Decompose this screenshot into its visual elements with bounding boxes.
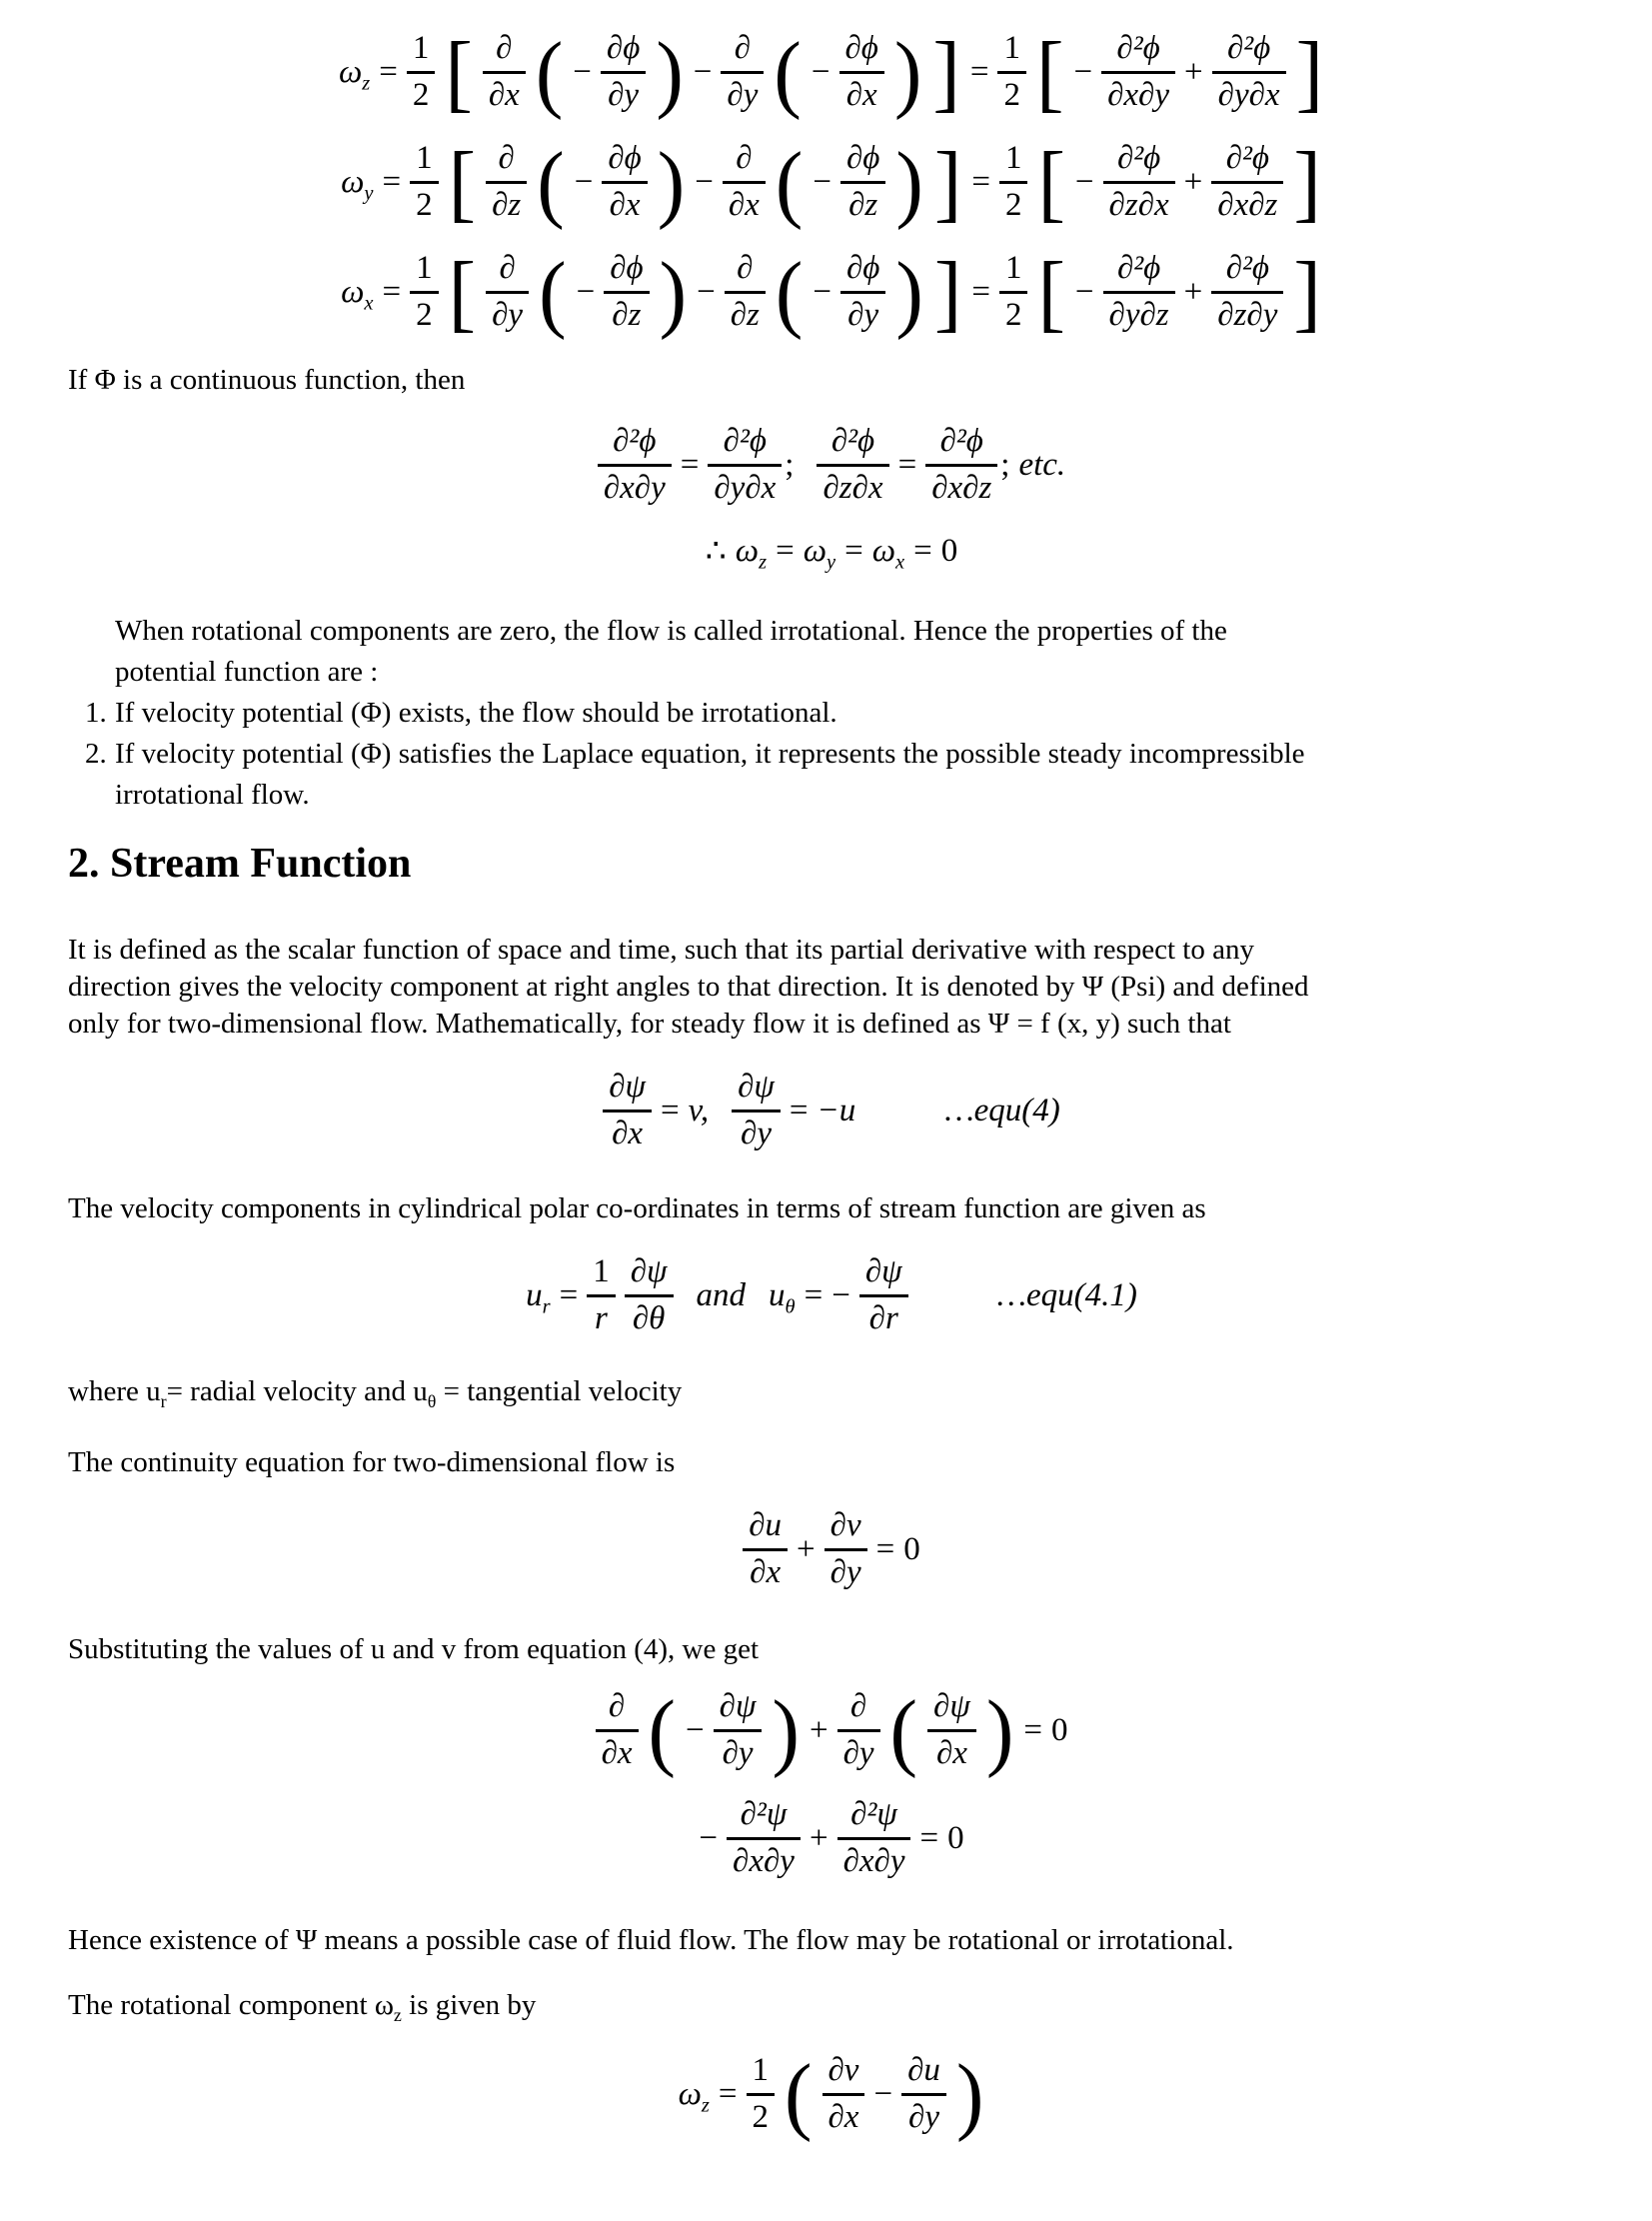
second-partial-fraction: [1211, 140, 1283, 224]
z-subscript: z: [393, 2004, 402, 2025]
left-bracket: [: [445, 23, 473, 121]
fraction-denominator: ∂z: [612, 297, 642, 333]
fraction-numerator: 1: [410, 250, 439, 294]
minus-sign: −: [573, 53, 592, 90]
fraction-denominator: ∂x: [728, 187, 760, 223]
conclusion-equation: [68, 531, 1595, 574]
paragraph-line: If velocity potential (Φ) exists, the flow should be irrotational.: [115, 697, 837, 729]
equals-sign: =: [971, 273, 990, 310]
second-partial-fraction: [1103, 140, 1175, 224]
fraction-numerator: ∂²ψ: [727, 1796, 801, 1840]
psi-fraction: [732, 1069, 781, 1152]
u-subscript: r: [542, 1295, 551, 1318]
plus-sign: +: [809, 1819, 828, 1856]
equals-sign: =: [789, 1092, 809, 1128]
omega-letter: ω: [735, 532, 760, 569]
fraction-numerator: ∂²ϕ: [1211, 140, 1283, 184]
fraction-denominator: ∂x∂y: [1107, 77, 1170, 113]
minus-sign: −: [693, 53, 713, 90]
second-partial-fraction: [1103, 250, 1175, 334]
list-item-text: [115, 734, 1305, 816]
minus-sign: −: [686, 1711, 705, 1748]
partial-operator-fraction: [721, 30, 764, 114]
continuity-equation: [68, 1507, 1595, 1591]
omega-letter: ω: [803, 532, 826, 569]
fraction-numerator: ∂ϕ: [840, 250, 885, 294]
left-paren: (: [889, 1681, 918, 1779]
omega-letter: ω: [871, 532, 896, 569]
right-paren: ): [895, 133, 923, 231]
plus-sign: +: [1184, 53, 1203, 90]
hence-paragraph: Hence existence of Ψ means a possible case of fluid flow. The flow may be rotational or irrotational.: [68, 1924, 1234, 1956]
text-part: The rotational component ω: [68, 1989, 394, 2021]
one-half-fraction: [410, 140, 439, 224]
fraction-numerator: 1: [587, 1253, 616, 1297]
u-letter: u: [526, 1276, 543, 1313]
minus-sign: −: [576, 273, 596, 310]
fraction-denominator: ∂x∂z: [931, 470, 992, 506]
fraction-denominator: ∂r: [868, 1300, 898, 1336]
fraction-numerator: ∂²ϕ: [1103, 140, 1175, 184]
semicolon: ;: [785, 446, 795, 483]
fraction-denominator: ∂x∂y: [733, 1843, 795, 1879]
fraction-numerator: ∂ϕ: [840, 140, 885, 184]
fraction-denominator: ∂y∂x: [714, 470, 777, 506]
dv-dy-fraction: [825, 1507, 867, 1591]
one-half-fraction: [747, 2052, 776, 2136]
substitution-equation-1: [68, 1681, 1595, 1779]
minus-sign: −: [1074, 273, 1094, 310]
fraction-numerator: ∂²ϕ: [708, 423, 782, 467]
section-heading: 2. Stream Function: [68, 841, 412, 887]
equals-sign: =: [680, 446, 700, 483]
minus-sign: −: [697, 273, 716, 310]
second-partial-fraction: [1212, 30, 1286, 114]
equals-sign: =: [844, 532, 863, 569]
fraction-denominator: ∂y: [741, 1115, 772, 1151]
left-paren: (: [539, 243, 567, 341]
fraction-numerator: 1: [999, 250, 1028, 294]
psi-theta-fraction: [625, 1253, 674, 1337]
left-paren: (: [648, 1681, 677, 1779]
partial-operator-fraction: [837, 1688, 880, 1772]
second-partial-psi-fraction: [837, 1796, 911, 1880]
partial-operator-fraction: [483, 30, 526, 114]
cylindrical-paragraph: The velocity components in cylindrical polar co-ordinates in terms of stream function are given as: [68, 1192, 1206, 1224]
substitution-equation-2: [68, 1796, 1595, 1880]
fraction-denominator: ∂x: [612, 1115, 644, 1151]
fraction-denominator: 2: [1004, 297, 1022, 333]
minus-sign: −: [574, 163, 594, 200]
equals-sign: =: [971, 163, 990, 200]
equals-sign: =: [718, 2075, 738, 2112]
left-paren: (: [785, 2045, 813, 2143]
fraction-numerator: ∂: [721, 30, 764, 74]
fraction-numerator: ∂: [483, 30, 526, 74]
mixed-partials-equation: [68, 423, 1595, 507]
fraction-numerator: ∂u: [743, 1507, 788, 1551]
fraction-denominator: ∂z∂x: [1108, 187, 1169, 223]
omega-x-symbol: [341, 273, 374, 315]
fraction-numerator: ∂: [725, 250, 766, 294]
fraction-numerator: ∂ϕ: [601, 30, 646, 74]
fraction-denominator: 2: [752, 2099, 770, 2135]
du-dy-fraction: [901, 2052, 946, 2136]
fraction-denominator: ∂y: [829, 1554, 861, 1590]
right-paren: ): [656, 23, 684, 121]
zero-value: 0: [947, 1819, 964, 1856]
plus-sign: +: [1183, 273, 1203, 310]
minus-sign: −: [813, 163, 831, 200]
omega-subscript: y: [826, 551, 836, 574]
fraction-denominator: 2: [416, 187, 433, 223]
phi-fraction: [601, 30, 646, 114]
omega-y-symbol: [803, 532, 836, 574]
fraction-numerator: 1: [747, 2052, 776, 2096]
paragraph-line: only for two-dimensional flow. Mathematically, for steady flow it is defined as Ψ = f (x, y) such that: [68, 1008, 1231, 1040]
fraction-denominator: ∂y: [908, 2099, 939, 2135]
omega-z-symbol: [338, 53, 371, 95]
fraction-denominator: ∂x: [845, 77, 877, 113]
fraction-numerator: ∂: [837, 1688, 880, 1732]
second-partial-fraction: [708, 423, 782, 507]
fraction-denominator: ∂x∂y: [842, 1843, 905, 1879]
u-r-symbol: [526, 1276, 551, 1318]
fraction-numerator: ∂ψ: [927, 1688, 976, 1732]
r-subscript: r: [160, 1390, 167, 1411]
fraction-numerator: ∂²ϕ: [1101, 30, 1175, 74]
partial-operator-fraction: [486, 140, 527, 224]
equals-sign: =: [379, 53, 398, 90]
fraction-denominator: ∂z∂y: [1217, 297, 1278, 333]
minus-sign: −: [873, 2075, 893, 2112]
text-part: = radial velocity and u: [166, 1375, 428, 1407]
fraction-numerator: 1: [999, 140, 1028, 184]
fraction-denominator: 2: [1003, 77, 1020, 113]
fraction-numerator: ∂ϕ: [604, 250, 649, 294]
phi-fraction: [839, 30, 884, 114]
plus-sign: +: [1183, 163, 1203, 200]
left-paren: (: [535, 23, 564, 121]
omega-subscript: x: [895, 551, 905, 574]
omega-z-symbol: [735, 532, 768, 574]
left-bracket: [: [448, 133, 477, 231]
fraction-denominator: ∂y: [727, 77, 759, 113]
omega-letter: ω: [678, 2075, 702, 2112]
equals-sign: =: [382, 163, 402, 200]
fraction-denominator: ∂θ: [632, 1300, 666, 1336]
omega-subscript: z: [362, 72, 371, 95]
fraction-numerator: ∂ψ: [859, 1253, 908, 1297]
right-paren: ): [955, 2045, 984, 2143]
plus-sign: +: [809, 1711, 828, 1748]
right-bracket: ]: [1295, 23, 1324, 121]
fraction-numerator: ∂v: [825, 1507, 867, 1551]
right-bracket: ]: [933, 133, 962, 231]
fraction-denominator: 2: [1004, 187, 1022, 223]
phi-fraction: [840, 250, 885, 334]
omega-subscript: y: [364, 182, 374, 205]
right-bracket: ]: [1293, 133, 1321, 231]
omega-y-symbol: [341, 163, 374, 205]
right-paren: ): [772, 1681, 800, 1779]
fraction-denominator: ∂z: [492, 187, 522, 223]
psi-fraction: [927, 1688, 976, 1772]
fraction-denominator: ∂x: [750, 1554, 782, 1590]
omega-z-symbol: [678, 2075, 710, 2117]
dv-dx-fraction: [823, 2052, 865, 2136]
plus-sign: +: [797, 1530, 816, 1567]
omega-subscript: x: [364, 292, 374, 315]
fraction-numerator: 1: [997, 30, 1026, 74]
omega-y-equation: [68, 133, 1595, 231]
text-part: = tangential velocity: [436, 1375, 683, 1407]
fraction-numerator: ∂ψ: [625, 1253, 674, 1297]
fraction-numerator: 1: [407, 30, 436, 74]
fraction-denominator: ∂y: [492, 297, 524, 333]
equals-sign: =: [897, 446, 917, 483]
minus-sign: −: [811, 53, 830, 90]
text-part: is given by: [401, 1989, 537, 2021]
fraction-denominator: 2: [416, 297, 433, 333]
fraction-numerator: ∂²ϕ: [1211, 250, 1283, 294]
fraction-denominator: r: [595, 1300, 608, 1336]
fraction-denominator: 2: [412, 77, 430, 113]
minus-sign: −: [831, 1276, 850, 1313]
fraction-denominator: ∂x: [935, 1735, 967, 1771]
fraction-numerator: ∂²ϕ: [817, 423, 888, 467]
fraction-numerator: ∂ϕ: [839, 30, 884, 74]
second-partial-fraction: [925, 423, 997, 507]
one-half-fraction: [997, 30, 1026, 114]
right-paren: ): [659, 243, 688, 341]
left-bracket: [: [448, 243, 477, 341]
list-item: [68, 693, 1595, 734]
omega-subscript: z: [701, 2094, 710, 2117]
partial-operator-fraction: [486, 250, 529, 334]
left-paren: (: [775, 133, 804, 231]
equals-sign: =: [804, 1276, 824, 1313]
fraction-denominator: ∂x: [488, 77, 520, 113]
semicolon: ;: [1000, 446, 1010, 483]
zero-value: 0: [1050, 1711, 1068, 1748]
second-partial-fraction: [1101, 30, 1175, 114]
equals-sign: =: [913, 532, 932, 569]
u-theta-symbol: [769, 1276, 796, 1318]
equals-sign: =: [875, 1530, 895, 1567]
where-line: [68, 1373, 1595, 1410]
minus-sign: −: [813, 273, 831, 310]
equals-sign: =: [382, 273, 402, 310]
equals-sign: =: [919, 1819, 939, 1856]
phi-fraction: [602, 140, 647, 224]
list-item: [68, 734, 1595, 816]
minus-sign: −: [699, 1819, 719, 1856]
right-bracket: ]: [932, 23, 960, 121]
text-part: where u: [68, 1375, 161, 1407]
fraction-denominator: ∂z: [730, 297, 760, 333]
phi-fraction: [840, 140, 885, 224]
paragraph-line: potential function are :: [115, 656, 379, 688]
fraction-numerator: ∂²ϕ: [598, 423, 672, 467]
second-partial-psi-fraction: [727, 1796, 801, 1880]
fraction-numerator: ∂: [596, 1688, 639, 1732]
right-paren: ): [893, 23, 922, 121]
fraction-denominator: ∂y∂x: [1217, 77, 1280, 113]
left-bracket: [: [1037, 133, 1065, 231]
minus-sign: −: [1073, 53, 1093, 90]
one-half-fraction: [410, 250, 439, 334]
continuous-function-line: If Φ is a continuous function, then: [68, 364, 466, 396]
fraction-numerator: ∂ψ: [714, 1688, 763, 1732]
fraction-denominator: ∂y: [842, 1735, 874, 1771]
equals-sign: =: [661, 1092, 680, 1128]
omega-z-equation: [68, 23, 1595, 121]
list-number: 2.: [85, 738, 107, 770]
omega-letter: ω: [341, 163, 365, 200]
omega-subscript: z: [759, 551, 768, 574]
u-term: −u: [817, 1092, 856, 1128]
partial-operator-fraction: [723, 140, 766, 224]
left-paren: (: [537, 133, 565, 231]
omega-letter: ω: [338, 53, 363, 90]
equation-4-1: [68, 1253, 1595, 1337]
omega-x-symbol: [871, 532, 905, 574]
fraction-numerator: ∂²ϕ: [1103, 250, 1175, 294]
left-bracket: [: [1037, 243, 1065, 341]
one-over-r-fraction: [587, 1253, 616, 1337]
zero-value: 0: [940, 532, 958, 569]
final-omega-z-equation: [68, 2045, 1595, 2143]
omega-x-equation: [68, 243, 1595, 341]
partial-operator-fraction: [725, 250, 766, 334]
definition-paragraph: [68, 932, 1595, 1043]
zero-value: 0: [903, 1530, 920, 1567]
omega-letter: ω: [341, 273, 365, 310]
fraction-denominator: ∂y: [722, 1735, 754, 1771]
therefore-symbol: ∴: [705, 534, 727, 570]
fraction-denominator: ∂x: [827, 2099, 859, 2135]
one-half-fraction: [407, 30, 436, 114]
list-number: 1.: [85, 697, 107, 729]
partial-operator-fraction: [596, 1688, 639, 1772]
fraction-denominator: ∂x: [609, 187, 641, 223]
phi-fraction: [604, 250, 649, 334]
fraction-denominator: ∂x∂y: [603, 470, 666, 506]
right-paren: ): [895, 243, 923, 341]
fraction-numerator: ∂ϕ: [602, 140, 647, 184]
second-partial-fraction: [598, 423, 672, 507]
psi-fraction: [603, 1069, 652, 1152]
paragraph-line: direction gives the velocity component at right angles to that direction. It is denoted by Ψ (Psi) and defined: [68, 971, 1309, 1003]
fraction-numerator: ∂²ϕ: [1212, 30, 1286, 74]
right-bracket: ]: [1293, 243, 1321, 341]
fraction-numerator: ∂ψ: [732, 1069, 781, 1112]
one-half-fraction: [999, 250, 1028, 334]
fraction-numerator: ∂: [723, 140, 766, 184]
u-letter: u: [769, 1276, 786, 1313]
fraction-numerator: ∂u: [901, 2052, 946, 2096]
fraction-numerator: ∂²ψ: [837, 1796, 911, 1840]
left-bracket: [: [1035, 23, 1064, 121]
equals-sign: =: [969, 53, 989, 90]
fraction-denominator: ∂y: [608, 77, 640, 113]
equation-tag: …equ(4): [944, 1092, 1060, 1128]
equals-sign: =: [559, 1276, 579, 1313]
fraction-numerator: ∂²ϕ: [925, 423, 997, 467]
theta-subscript: θ: [427, 1390, 437, 1411]
paragraph-line: If velocity potential (Φ) satisfies the Laplace equation, it represents the possible steady incompressible: [115, 738, 1305, 770]
right-paren: ): [657, 133, 686, 231]
equals-sign: =: [776, 532, 795, 569]
rotational-component-line: [68, 1987, 1595, 2024]
minus-sign: −: [1074, 163, 1094, 200]
fraction-denominator: ∂z: [848, 187, 878, 223]
equals-sign: =: [1023, 1711, 1042, 1748]
fraction-denominator: ∂x∂z: [1217, 187, 1278, 223]
fraction-denominator: ∂y∂z: [1108, 297, 1169, 333]
v-term: v,: [688, 1092, 710, 1128]
etc-label: etc.: [1018, 446, 1066, 483]
list-item-text: [115, 693, 837, 734]
fraction-numerator: ∂v: [823, 2052, 865, 2096]
fraction-numerator: 1: [410, 140, 439, 184]
right-bracket: ]: [933, 243, 962, 341]
properties-paragraph: [68, 611, 1595, 816]
fraction-denominator: ∂z∂x: [823, 470, 883, 506]
paragraph-line: It is defined as the scalar function of space and time, such that its partial derivative with respect to any: [68, 934, 1254, 966]
paragraph-line: irrotational flow.: [115, 779, 310, 811]
minus-sign: −: [695, 163, 714, 200]
substitute-paragraph: Substituting the values of u and v from equation (4), we get: [68, 1633, 760, 1665]
fraction-numerator: ∂: [486, 250, 529, 294]
one-half-fraction: [999, 140, 1028, 224]
psi-r-fraction: [859, 1253, 908, 1337]
equation-4: [68, 1069, 1595, 1152]
left-paren: (: [774, 23, 802, 121]
fraction-numerator: ∂: [486, 140, 527, 184]
fraction-denominator: ∂y: [847, 297, 879, 333]
left-paren: (: [775, 243, 804, 341]
and-label: and: [696, 1276, 747, 1313]
du-dx-fraction: [743, 1507, 788, 1591]
continuity-paragraph: The continuity equation for two-dimensional flow is: [68, 1446, 676, 1478]
paragraph-line: When rotational components are zero, the flow is called irrotational. Hence the properties of the: [115, 615, 1227, 647]
equation-tag: …equ(4.1): [996, 1276, 1137, 1313]
u-subscript: θ: [785, 1295, 796, 1318]
second-partial-fraction: [1211, 250, 1283, 334]
fraction-numerator: ∂ψ: [603, 1069, 652, 1112]
right-paren: ): [985, 1681, 1014, 1779]
psi-fraction: [714, 1688, 763, 1772]
fraction-denominator: ∂x: [601, 1735, 633, 1771]
second-partial-fraction: [817, 423, 888, 507]
